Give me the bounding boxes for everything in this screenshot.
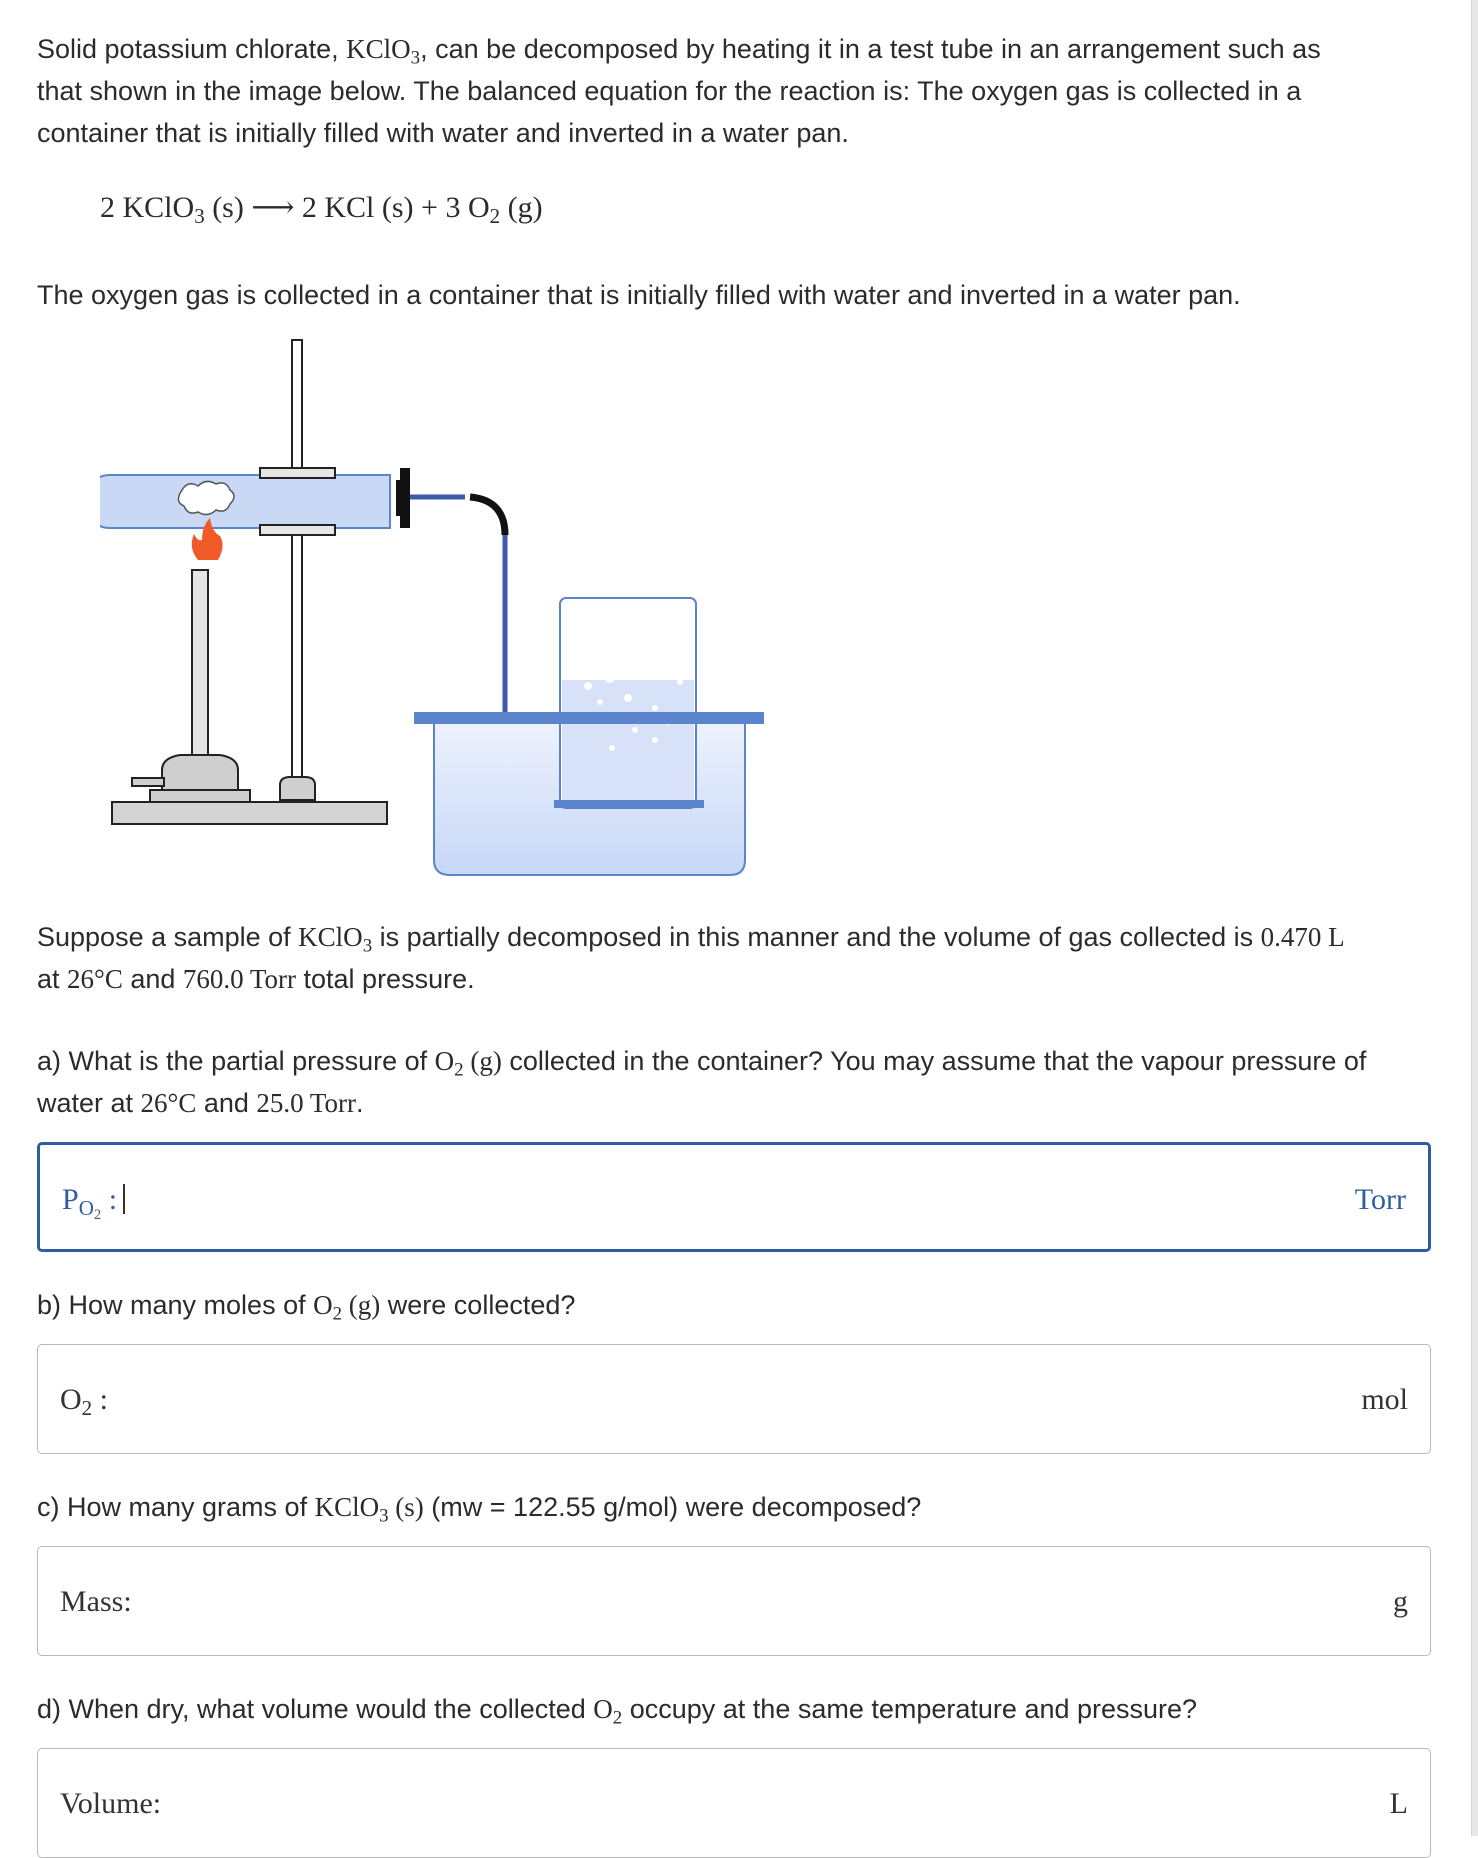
moles-input[interactable] (188, 1370, 1310, 1430)
question-c: c) How many grams of KClO$_3$ (s) (mw = 122.55 g/mol) were decomposed? (37, 1492, 922, 1527)
scenario-paragraph: Suppose a sample of KClO$_3$ is partially decomposed in this manner and the volume of gas collected is 0.470 L at 26°C and 760.0 Torr total pressure. (37, 922, 1345, 994)
base-plate (112, 802, 387, 824)
volume-label: Volume: (60, 1787, 162, 1820)
question-b: b) How many moles of $O_2$ (g) were collected? (37, 1290, 576, 1325)
answer-box-mass[interactable] (37, 1546, 1431, 1656)
restate-paragraph: The oxygen gas is collected in a container that is initially filled with water and inverted in a water pan. (37, 280, 1241, 310)
partial-pressure-label: $P_{O_2}$ : (62, 1183, 125, 1217)
unit-g: g (1393, 1585, 1408, 1618)
answer-box-moles[interactable] (37, 1344, 1431, 1454)
clamp-bottom (260, 525, 335, 535)
unit-torr: Torr (1354, 1183, 1406, 1216)
intro-text: Solid potassium chlorate, (37, 34, 347, 64)
intro-paragraph: Solid potassium chlorate, KClO$_3$, can be decomposed by heating it in a test tube in an arrangement such as that shown in the image below. The balanced equation for the reaction is: The oxygen gas is collected in a container that is initially filled with water and inverted in a water pan. (37, 34, 1321, 148)
bunsen-burner (192, 570, 208, 765)
question-d: d) When dry, what volume would the collected $O_2$ occupy at the same temperature and pressure? (37, 1694, 1198, 1729)
kclo3-sample-icon (178, 481, 234, 514)
stand-rod (292, 340, 302, 810)
test-tube (100, 475, 390, 528)
unit-mol: mol (1361, 1383, 1408, 1416)
apparatus-diagram (100, 330, 780, 890)
question-a: a) What is the partial pressure of $O_2$ (g) collected in the container? You may assume that the vapour pressure of water at 26°C and 25.0 Torr. (37, 1046, 1367, 1118)
answer-box-partial-pressure[interactable] (37, 1142, 1431, 1252)
answer-box-volume[interactable] (37, 1748, 1431, 1858)
unit-l: L (1389, 1787, 1408, 1820)
reaction-arrow-icon: ⟶ (251, 191, 295, 224)
pan-rim (414, 712, 764, 724)
mass-input[interactable] (188, 1572, 1310, 1632)
text-caret (123, 1184, 125, 1214)
scrollbar[interactable] (1471, 0, 1478, 1836)
moles-label: $O_2$ : (60, 1383, 109, 1420)
volume-input[interactable] (188, 1774, 1310, 1834)
clamp-top (260, 468, 335, 478)
mass-label: Mass: (60, 1585, 132, 1618)
balanced-equation: 2 KClO$_3$ (s) ⟶ 2 KCl (s) + 3 $O_2$ (g) (100, 191, 543, 228)
formula-kclo3: KClO$_3$ (346, 34, 421, 69)
partial-pressure-input[interactable] (190, 1170, 1308, 1230)
